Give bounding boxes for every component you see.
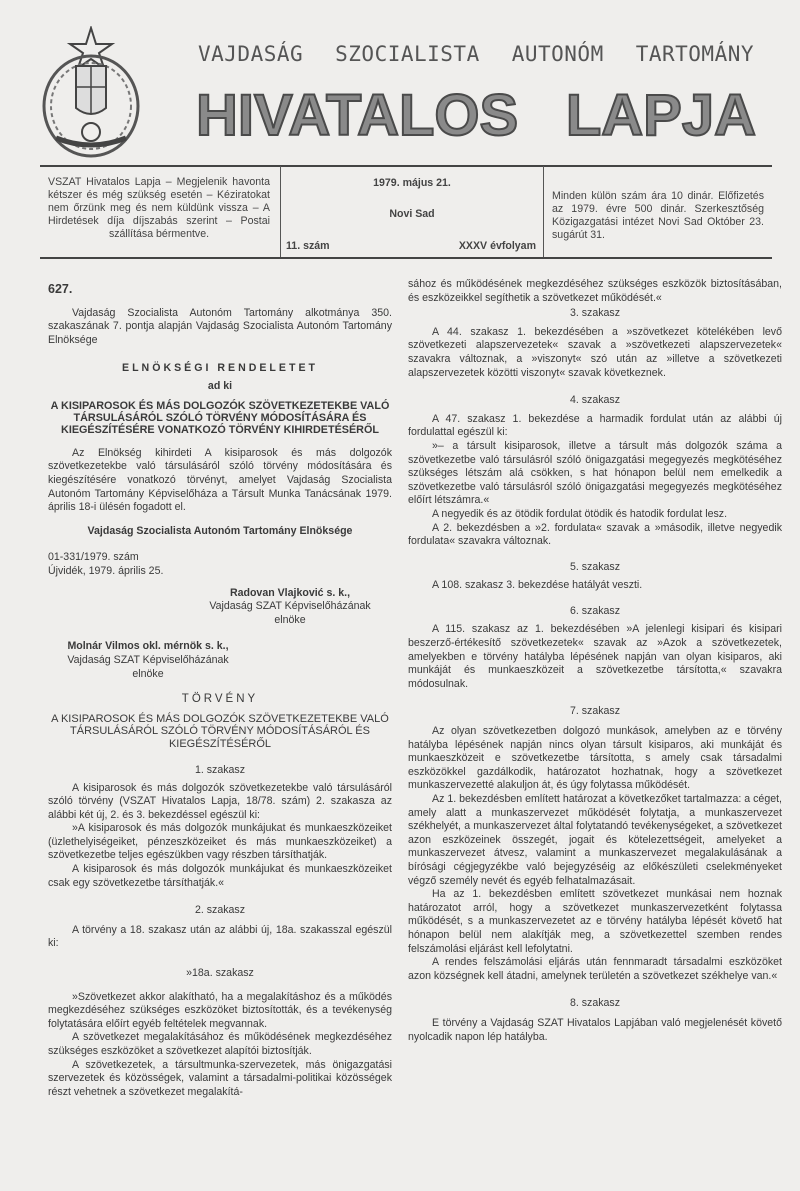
decree-ad-ki: ad ki — [207, 379, 233, 392]
signatory-title: elnöke — [132, 667, 164, 680]
section-heading: 5. szakasz — [569, 560, 621, 573]
section-paragraph: A szövetkezet megalakításához és működésének megkezdéséhez szükséges eszközöket a szövetkezet alapítói biztosítják. — [48, 1031, 392, 1057]
header-bottom-rule — [40, 257, 772, 259]
masthead-title: HIVATALOS LAPJA — [196, 83, 756, 148]
signatory-name: Radovan Vlajković s. k., — [229, 586, 351, 599]
section-paragraph: »– a társult kisiparosok, illetve a társult más dolgozók száma a szövetkezetbe való társulásról szóló önigazgatási megegyezés megkötéséhez szükséges létszám alá csökken, s hat hónapon belül nem emelkedik a szövetkezetbe való társulásról szóló önigazgatási megegyezés megkötéséhez előírt létszámra.« — [408, 439, 782, 507]
issue-volume: XXXV évfolyam — [458, 240, 536, 252]
section-heading: 8. szakasz — [569, 997, 621, 1010]
decree-body: Az Elnökség kihirdeti A kisiparosok és más dolgozók szövetkezetekbe való társulásáról szóló törvény módosítására és kiegészítésére vonatkozó törvényt, amelyet Vajdaság Szocialista Autonóm Tartomány Képviselőháza a Társult Munka Tanácsának 1979. április 18-i ülésén fogadott el. — [48, 446, 392, 514]
signatory-role: Vajdaság SZAT Képviselőházának — [67, 653, 229, 666]
subscription-info: Minden külön szám ára 10 dinár. Előfizetés az 1979. évre 500 dinár. Szerkesztőség Közigazgatási intézet Novi Sad Október 23. sugárút 31. — [552, 190, 764, 241]
section-paragraph: A 44. szakasz 1. bekezdésében a »szövetkezet kötelékében levő szövetkezeti alapszervezetek« szavak a »szövetkezeti alapszervezetek« szavakra változnak, a »viszonyt« szó után az »illetve a szövetkezeti alapszervezetek közötti viszonyt« szavak következnek. — [408, 325, 782, 379]
intro-paragraph: Vajdaság Szocialista Autonóm Tartomány alkotmánya 350. szakaszának 7. pontja alapján Vajdaság Szocialista Autonóm Tartomány Elnöksége — [48, 306, 392, 346]
reference-number: 01-331/1979. szám — [48, 551, 139, 564]
coat-of-arms-emblem — [38, 26, 144, 160]
left-column — [48, 283, 392, 1099]
section-heading: 7. szakasz — [569, 705, 621, 718]
section-paragraph: A 47. szakasz 1. bekezdése a harmadik fordulat után az alábbi új fordulattal egészül ki: — [408, 412, 782, 439]
section-heading: 2. szakasz — [194, 904, 246, 917]
item-number: 627. — [48, 282, 73, 296]
section-paragraph: A negyedik és az ötödik fordulat ötödik és hatodik fordulat lesz. — [432, 507, 728, 520]
section-paragraph: A 115. szakasz az 1. bekezdésében »A jelenlegi kisipari és kisipari beszerző-értékesítő szövetkezetek« szavak az »Azok a szövetkezetek, amelyekben e törvény hatályba lépésének napján van olyan kisiparos, aki munkáját és munkaeszközeit a szövetkezetbe társította,« szavakra módosulnak. — [408, 623, 782, 690]
section-paragraph: A szövetkezetek, a társultmunka-szervezetek, más önigazgatási szervezetek és közösségek, valamint a társadalmi-politikai közösségek részt vehetnek a szövetkezet megalakítá- — [48, 1058, 392, 1098]
section-paragraph: A kisiparosok és más dolgozók munkájukat és munkaeszközeiket csak egy szövetkezetbe társíthatják.« — [48, 863, 392, 889]
signatory-title: elnöke — [274, 613, 306, 626]
section-paragraph: A kisiparosok és más dolgozók szövetkezetekbe való társulásáról szóló törvény (VSZAT Hivatalos Lapja, 18/78. szám) 2. szakasza az alábbi két új, 2. és 3. bekezdéssel egészül ki: — [48, 781, 392, 821]
issue-number: 11. szám — [286, 240, 330, 252]
section-paragraph: sához és működésének megkezdéséhez szükséges eszközök biztosításában, és eszközeikkel segíthetik a szövetkezet működését.« — [408, 278, 782, 304]
law-heading: TÖRVÉNY — [181, 693, 259, 706]
header-divider — [280, 166, 281, 257]
masthead-subtitle: VAJDASÁG SZOCIALISTA AUTONÓM TARTOMÁNY — [198, 42, 754, 66]
section-paragraph: E törvény a Vajdaság SZAT Hivatalos Lapjában való megjelenését követő nyolcadik napon lép hatályba. — [408, 1016, 782, 1043]
section-paragraph: A törvény a 18. szakasz után az alábbi új, 18a. szakasszal egészül ki: — [48, 923, 392, 950]
section-paragraph: A 108. szakasz 3. bekezdése hatályát veszti. — [432, 579, 643, 592]
decree-heading: ELNÖKSÉGI RENDELETET — [122, 362, 318, 375]
signatory-name: Molnár Vilmos okl. mérnök s. k., — [67, 640, 229, 653]
section-paragraph: Az 1. bekezdésben említett határozat a következőket tartalmazza: a céget, amely alatt a munkaszervezet működését folytatja, a munkaszervezet székhelyét, a munkaszervezet által folytatandó tevékenységeket, a szövetkezet azon eszközeinek összegét, jogait és kötelezettségeit, amelyeket a munkaszervezet átvesz, valamint a munkaszervezet megalakulásának a bírósági cégjegyzékbe való bejegyzéséig az előkészületi cselekményeket végző személy nevét és egyéb felhatalmazásait. — [408, 793, 782, 887]
right-column — [408, 278, 782, 1044]
decree-title: A KISIPAROSOK ÉS MÁS DOLGOZÓK SZÖVETKEZETEKBE VALÓ TÁRSULÁSÁRÓL SZÓLÓ TÖRVÉNY MÓDOSÍTÁSÁRA ÉS KIEGÉSZÍTÉSÉRE VONATKOZÓ TÖRVÉNY KIHIRDETÉSÉRŐL — [50, 399, 390, 437]
section-heading: 6. szakasz — [569, 604, 621, 617]
publication-info: VSZAT Hivatalos Lapja – Megjelenik havonta kétszer és még szükség esetén – Kéziratokat nem őrzünk meg és nem küldünk vissza – A Hirdetések díja díjszabás szerint – Postai szállítása bérmentve. — [48, 176, 270, 240]
header-divider — [543, 166, 544, 257]
section-heading: 3. szakasz — [569, 307, 621, 320]
issue-date: 1979. május 21. — [373, 177, 451, 189]
section-paragraph: Az olyan szövetkezetben dolgozó munkások, amelyben az e törvény hatályba lépésének napján nincs olyan társult kisiparos, aki munkáját és munkaeszközeit e szövetkezetbe társította, s amely csak társadalmi eszközökkel gazdálkodik, határozatot hozhatnak, hogy a szövetkezet munkaszervezetté alakuljon át, és úgy folytassa működését. — [408, 725, 782, 792]
section-heading: 4. szakasz — [569, 394, 621, 407]
law-title: A KISIPAROSOK ÉS MÁS DOLGOZÓK SZÖVETKEZETEKBE VALÓ TÁRSULÁSÁRÓL SZÓLÓ TÖRVÉNY MÓDOSÍTÁSÁRÓL ÉS KIEGÉSZÍTÉSÉRŐL — [51, 712, 389, 750]
section-heading: 1. szakasz — [194, 763, 246, 776]
section-paragraph: »Szövetkezet akkor alakítható, ha a megalakításhoz és a működés megkezdéséhez szükséges eszközöket biztosították, és a tevékenység folytatására előírt egyéb feltételek megvannak. — [48, 990, 392, 1030]
issue-place: Novi Sad — [389, 208, 435, 220]
section-heading: »18a. szakasz — [186, 967, 254, 980]
section-paragraph: Ha az 1. bekezdésben említett szövetkezet munkásai nem hoznak határozatot arról, hogy a szövetkezet munkaszervezetként folytassa működését, s a munkaszervezetet az e törvény hatályba lépését követő hat hónapon belül nem alakítják meg, a szövetkezettel szemben rendes felszámolási eljárást kell lefolytatni. — [408, 888, 782, 955]
section-paragraph: »A kisiparosok és más dolgozók munkájukat és munkaeszközeiket (üzlethelyiségeiket, pénzeszközeiket és más munkaeszközeiket) a szövetkezetbe teljes egészükben vagy részben társíthatják. — [48, 822, 392, 862]
issuer: Vajdaság Szocialista Autonóm Tartomány Elnöksége — [87, 524, 353, 537]
signatory-role: Vajdaság SZAT Képviselőházának — [209, 600, 371, 613]
section-paragraph: A 2. bekezdésben a »2. fordulata« szavak a »második, illetve negyedik fordulata« szavakra változnak. — [408, 521, 782, 548]
section-paragraph: A rendes felszámolási eljárás után fennmaradt társadalmi eszközöket azon községnek kell átadni, amelynek területén a szövetkezet székhelye van.« — [408, 956, 782, 982]
reference-date: Újvidék, 1979. április 25. — [48, 564, 164, 577]
header-top-rule — [40, 165, 772, 167]
